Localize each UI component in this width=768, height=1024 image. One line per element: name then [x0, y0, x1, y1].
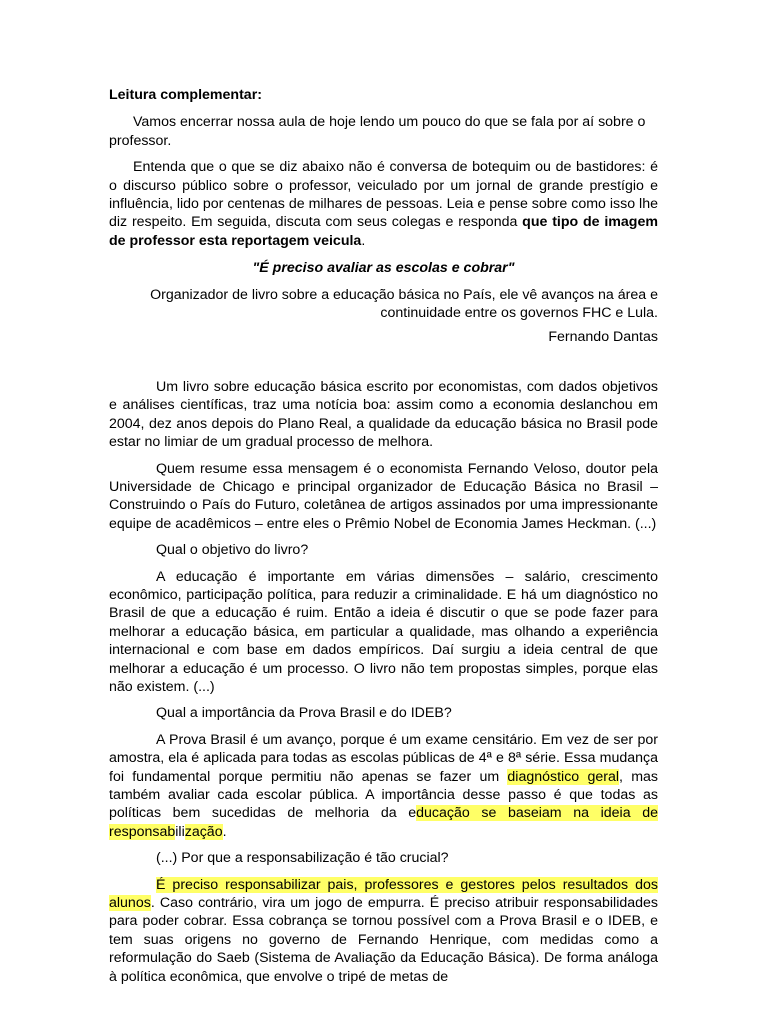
- document-content: [109, 86, 658, 986]
- interview-question-2: Qual a importância da Prova Brasil e do IDEB?: [156, 705, 452, 722]
- answer-2-text-4: .: [222, 823, 227, 840]
- instructions-question: que tipo de imagem de professor esta reportagem veicula: [109, 214, 658, 249]
- answer-2-text-1: A Prova Brasil é um avanço, porque é um exame censitário. Em vez de ser por amostra, ela é aplicada para todas as escolas públicas de 4ª e 8ª série. Essa mudança foi fundamental porque permitiu não apenas se fazer um: [109, 731, 658, 785]
- instructions-text: Entenda que o que se diz abaixo não é conversa de botequim ou de bastidores: é o discurso público sobre o professor, veiculado por um jornal de grande prestígio e influência, lido por centenas de milhares de pessoas. Leia e pense sobre como isso lhe diz respeito. Em seguida, discuta com seus colegas e responda: [109, 159, 658, 231]
- highlight-responsabilizacao-1: ducação se baseiam na ideia de responsab: [109, 805, 658, 840]
- highlight-responsabilizacao-2: zação: [184, 823, 223, 840]
- section-heading: Leitura complementar:: [109, 87, 262, 103]
- article-subtitle: Organizador de livro sobre a educação básica no País, ele vê avanços na área e continuidade entre os governos FHC e Lula.: [150, 286, 658, 322]
- answer-3-text-1: . Caso contrário, vira um jogo de empurra. É preciso atribuir responsabilidades para poder cobrar. Essa cobrança se tornou possível com a Prova Brasil e o IDEB, e tem suas origens no governo de Fernando Henrique, com medidas como a reformulação do Saeb (Sistema de Avaliação da Educação Básica). De forma análoga à política econômica, que envolve o tripé de metas de: [109, 895, 658, 985]
- article-author: Fernando Dantas: [548, 329, 658, 346]
- interview-question-3: (...) Por que a responsabilização é tão crucial?: [156, 850, 449, 867]
- interview-answer-2: [109, 731, 658, 841]
- highlight-diagnostico-geral: diagnóstico geral: [507, 768, 619, 785]
- intro-paragraph: Vamos encerrar nossa aula de hoje lendo um pouco do que se fala por aí sobre o professor.: [109, 114, 646, 149]
- instructions-end: .: [361, 232, 366, 249]
- article-title: "É preciso avaliar as escolas e cobrar": [252, 260, 515, 277]
- interview-answer-3: [109, 876, 658, 986]
- article-paragraph-1: Um livro sobre educação básica escrito por economistas, com dados objetivos e análises científicas, traz uma notícia boa: assim como a economia deslanchou em 2004, dez anos depois do Plano Real, a qualidade da educação básica no Brasil pode estar no limiar de um gradual processo de melhora.: [109, 378, 658, 451]
- answer-2-text-2: , mas também avaliar cada escolar pública. A importância desse passo é que todas as políticas bem sucedidas de melhoria da e: [109, 768, 658, 822]
- article-paragraph-2: Quem resume essa mensagem é o economista Fernando Veloso, doutor pela Universidade de Chicago e principal organizador de Educação Básica no Brasil – Construindo o País do Futuro, coletânea de artigos assinados por uma impressionante equipe de acadêmicos – entre eles o Prêmio Nobel de Economia James Heckman. (...): [109, 460, 658, 532]
- instructions-paragraph: [109, 158, 658, 250]
- interview-answer-1: A educação é importante em várias dimensões – salário, crescimento econômico, participação política, para reduzir a criminalidade. E há um diagnóstico no Brasil de que a educação é ruim. Então a ideia é discutir o que se pode fazer para melhorar a educação básica, em particular a qualidade, mas olhando a experiência internacional e com base em dados empíricos. Daí surgiu a ideia central de que melhorar a educação é um processo. O livro não tem propostas simples, porque elas não existem. (...): [109, 568, 658, 695]
- answer-2-text-3: ili: [175, 823, 185, 840]
- interview-question-1: Qual o objetivo do livro?: [156, 542, 309, 559]
- highlight-responsabilizar: É preciso responsabilizar pais, professores e gestores pelos resultados dos alunos: [109, 876, 658, 912]
